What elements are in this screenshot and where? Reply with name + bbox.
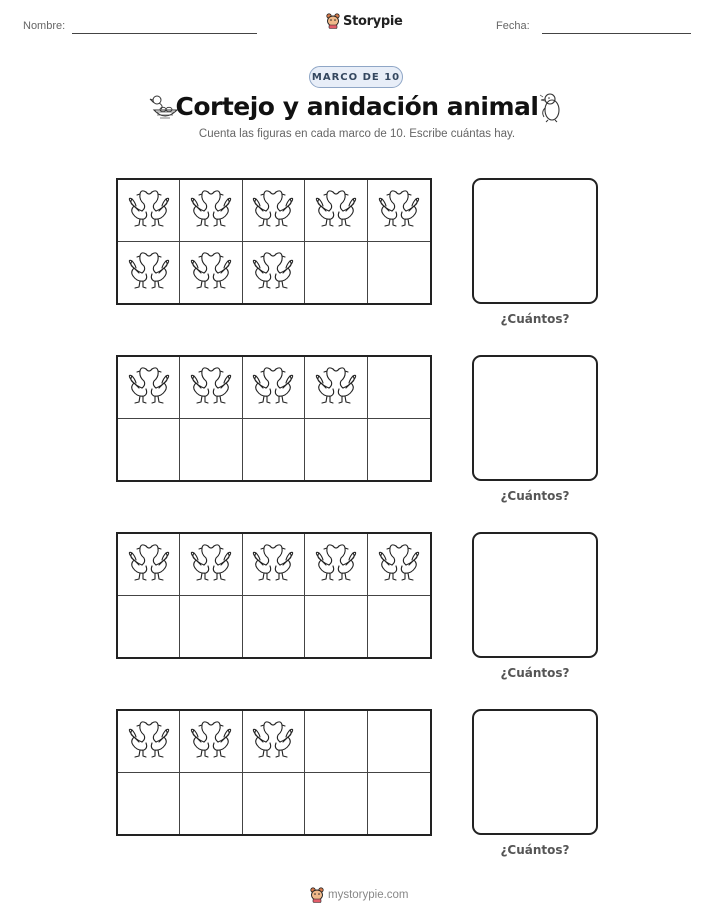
answer-box-1[interactable] <box>472 178 598 304</box>
frame-cell <box>305 357 367 419</box>
frame-cell <box>118 357 180 419</box>
swan-pair-icon <box>374 538 424 590</box>
activity-badge: MARCO DE 10 <box>309 66 403 88</box>
frame-cell <box>305 180 367 242</box>
swan-pair-icon <box>311 361 361 413</box>
frame-cell <box>305 419 367 481</box>
ten-frame-4 <box>116 709 432 836</box>
frame-cell <box>243 773 305 835</box>
ten-frame-1 <box>116 178 432 305</box>
frame-cell <box>180 711 242 773</box>
storypie-bear-icon <box>310 887 324 903</box>
frame-cell <box>368 180 430 242</box>
frame-cell <box>180 242 242 304</box>
frame-cell <box>243 180 305 242</box>
frame-cell <box>368 534 430 596</box>
swan-pair-icon <box>186 538 236 590</box>
swan-pair-icon <box>374 184 424 236</box>
frame-cell <box>118 534 180 596</box>
how-many-label-4: ¿Cuántos? <box>500 843 570 857</box>
name-line[interactable] <box>72 33 257 34</box>
brand-logo <box>326 13 403 29</box>
frame-cell <box>243 711 305 773</box>
swan-pair-icon <box>248 361 298 413</box>
ten-frame-3 <box>116 532 432 659</box>
answer-box-4[interactable] <box>472 709 598 835</box>
frame-cell <box>368 242 430 304</box>
how-many-label-2: ¿Cuántos? <box>500 489 570 503</box>
frame-cell <box>118 773 180 835</box>
frame-cell <box>368 711 430 773</box>
name-label: Nombre: <box>23 20 66 32</box>
instructions: Cuenta las figuras en cada marco de 10. Escribe cuántas hay. <box>198 128 516 140</box>
frame-cell <box>118 180 180 242</box>
swan-pair-icon <box>248 538 298 590</box>
frame-cell <box>305 596 367 658</box>
penguin-icon <box>535 90 565 124</box>
swan-pair-icon <box>248 715 298 767</box>
answer-box-2[interactable] <box>472 355 598 481</box>
frame-cell <box>368 596 430 658</box>
frame-cell <box>180 596 242 658</box>
how-many-label-1: ¿Cuántos? <box>500 312 570 326</box>
swan-pair-icon <box>124 246 174 298</box>
frame-cell <box>243 596 305 658</box>
swan-pair-icon <box>124 538 174 590</box>
swan-pair-icon <box>248 184 298 236</box>
how-many-label-3: ¿Cuántos? <box>500 666 570 680</box>
frame-cell <box>243 242 305 304</box>
swan-pair-icon <box>311 538 361 590</box>
frame-cell <box>180 773 242 835</box>
swan-pair-icon <box>124 715 174 767</box>
frame-cell <box>368 773 430 835</box>
answer-box-3[interactable] <box>472 532 598 658</box>
swan-pair-icon <box>124 184 174 236</box>
frame-cell <box>180 419 242 481</box>
brand-name: Storypie <box>343 13 403 29</box>
date-line[interactable] <box>542 33 691 34</box>
frame-cell <box>368 357 430 419</box>
frame-cell <box>118 242 180 304</box>
frame-cell <box>305 711 367 773</box>
swan-pair-icon <box>186 184 236 236</box>
frame-cell <box>180 534 242 596</box>
swan-pair-icon <box>186 715 236 767</box>
frame-cell <box>118 711 180 773</box>
swan-pair-icon <box>248 246 298 298</box>
footer <box>310 887 409 903</box>
frame-cell <box>368 419 430 481</box>
frame-cell <box>243 534 305 596</box>
swan-pair-icon <box>311 184 361 236</box>
footer-url: mystorypie.com <box>328 889 409 901</box>
swan-pair-icon <box>124 361 174 413</box>
date-label: Fecha: <box>496 20 530 32</box>
frame-cell <box>180 180 242 242</box>
frame-cell <box>243 419 305 481</box>
frame-cell <box>305 773 367 835</box>
frame-cell <box>118 419 180 481</box>
swan-pair-icon <box>186 361 236 413</box>
frame-cell <box>180 357 242 419</box>
frame-cell <box>305 242 367 304</box>
frame-cell <box>118 596 180 658</box>
frame-cell <box>243 357 305 419</box>
storypie-bear-icon <box>326 13 340 29</box>
swan-pair-icon <box>186 246 236 298</box>
frame-cell <box>305 534 367 596</box>
page-title: Cortejo y anidación animal <box>175 92 539 121</box>
ten-frame-2 <box>116 355 432 482</box>
